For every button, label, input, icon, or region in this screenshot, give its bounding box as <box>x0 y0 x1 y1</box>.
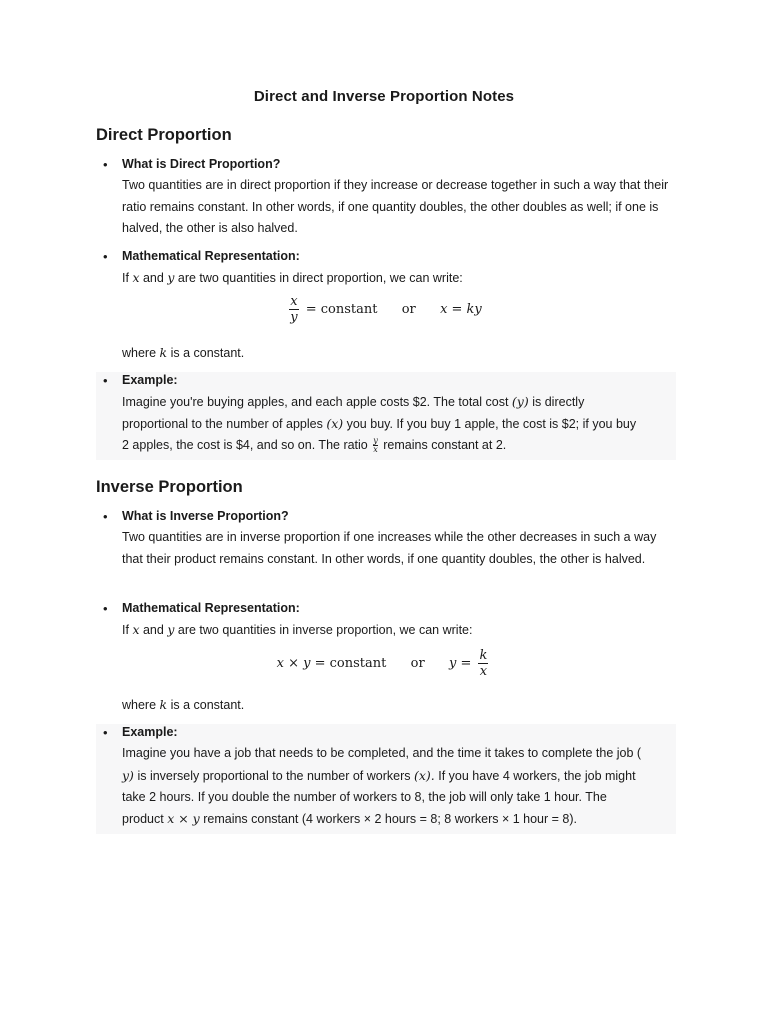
numerator: x <box>290 294 298 309</box>
x-times-y: x × y <box>276 656 311 671</box>
inverse-what-title: What is Inverse Proportion? <box>122 509 289 523</box>
text: If you have 4 workers, the job might <box>438 769 636 783</box>
direct-where <box>122 345 244 360</box>
math-x-times-y: x × y <box>167 811 200 826</box>
text: and <box>142 623 164 637</box>
math-y: (y) <box>511 394 529 409</box>
text: is directly <box>532 395 585 409</box>
or-text: or <box>410 656 425 671</box>
bullet: • <box>103 373 108 388</box>
text: you buy. If you buy 1 apple, the cost is $2; if you buy <box>346 417 637 431</box>
direct-example-line1 <box>122 394 584 409</box>
text: proportional to the number of apples <box>122 417 323 431</box>
direct-math-title: Mathematical Representation: <box>122 249 300 263</box>
math-x: (x) <box>326 416 344 431</box>
text: where <box>122 698 157 712</box>
x-equals-ky: x = ky <box>440 302 482 317</box>
direct-what-text: Two quantities are in direct proportion if they increase or decrease together in such a way that their ratio remains constant. In other words, if one quantity doubles, the other doubles as well; if one is halved, the other is also halved. <box>122 178 669 235</box>
text: Imagine you're buying apples, and each apple costs $2. The total cost <box>122 395 509 409</box>
text: are two quantities in direct proportion, we can write: <box>177 271 463 285</box>
bullet: • <box>103 249 108 264</box>
math-k: k <box>159 697 168 712</box>
inverse-example-line1: Imagine you have a job that needs to be completed, and the time it takes to complete the job ( <box>122 746 642 760</box>
text: If <box>122 623 129 637</box>
inverse-where <box>122 697 244 712</box>
bullet: • <box>103 509 108 524</box>
denominator: y <box>290 310 298 325</box>
equals-constant: = constant <box>305 302 378 317</box>
text: is a constant. <box>170 346 245 360</box>
text: remains constant at 2. <box>383 437 507 452</box>
text: is inversely proportional to the number of workers <box>137 769 411 783</box>
bullet: • <box>103 157 108 172</box>
direct-what-title: What is Direct Proportion? <box>122 157 281 171</box>
inverse-math-title: Mathematical Representation: <box>122 601 300 615</box>
math-x: (x). <box>413 768 435 783</box>
inverse-heading: Inverse Proportion <box>96 478 243 496</box>
or-text: or <box>401 302 416 317</box>
math-y: y) <box>122 768 134 783</box>
page-title: Direct and Inverse Proportion Notes <box>253 88 515 105</box>
numerator: k <box>479 648 488 663</box>
inverse-example-line4 <box>122 811 577 826</box>
numerator: y <box>373 436 378 445</box>
bullet: • <box>103 601 108 616</box>
text: remains constant (4 workers × 2 hours = 8; 8 workers × 1 hour = 8). <box>203 812 578 826</box>
math-k: k <box>159 345 168 360</box>
equals-constant: = constant <box>314 656 387 671</box>
text: 2 apples, the cost is $4, and so on. The ratio <box>122 437 368 452</box>
inverse-example-title: Example: <box>122 725 178 739</box>
math-x: x <box>132 622 140 637</box>
direct-heading: Direct Proportion <box>96 126 232 144</box>
direct-math-intro <box>122 270 463 285</box>
inverse-example-line2 <box>122 768 636 783</box>
ratio-y-over-x <box>373 437 378 454</box>
direct-example-title: Example: <box>122 373 178 387</box>
inverse-what-text: Two quantities are in inverse proportion if one increases while the other decreases in such a way that their product remains constant. In other words, if one quantity doubles, the other is halved. <box>122 530 657 566</box>
direct-example-line2 <box>122 416 636 431</box>
text: where <box>122 346 157 360</box>
fraction-k-over-x <box>478 648 488 679</box>
math-y: y <box>167 622 175 637</box>
text: If <box>122 271 129 285</box>
denominator: x <box>479 664 488 679</box>
inverse-formula <box>0 648 768 679</box>
bullet: • <box>103 725 108 740</box>
y-equals: y = <box>448 656 472 671</box>
denominator: x <box>373 445 378 454</box>
text: product <box>122 812 164 826</box>
math-x: x <box>132 270 140 285</box>
inverse-math-intro <box>122 622 472 637</box>
direct-formula <box>0 294 768 325</box>
text: is a constant. <box>170 698 245 712</box>
text: are two quantities in inverse proportion, we can write: <box>177 623 473 637</box>
text: and <box>142 271 164 285</box>
direct-example-line3 <box>122 437 506 454</box>
math-y: y <box>167 270 175 285</box>
fraction-x-over-y <box>289 294 298 325</box>
inverse-example-line3: take 2 hours. If you double the number of workers to 8, the job will only take 1 hour. The <box>122 790 607 804</box>
